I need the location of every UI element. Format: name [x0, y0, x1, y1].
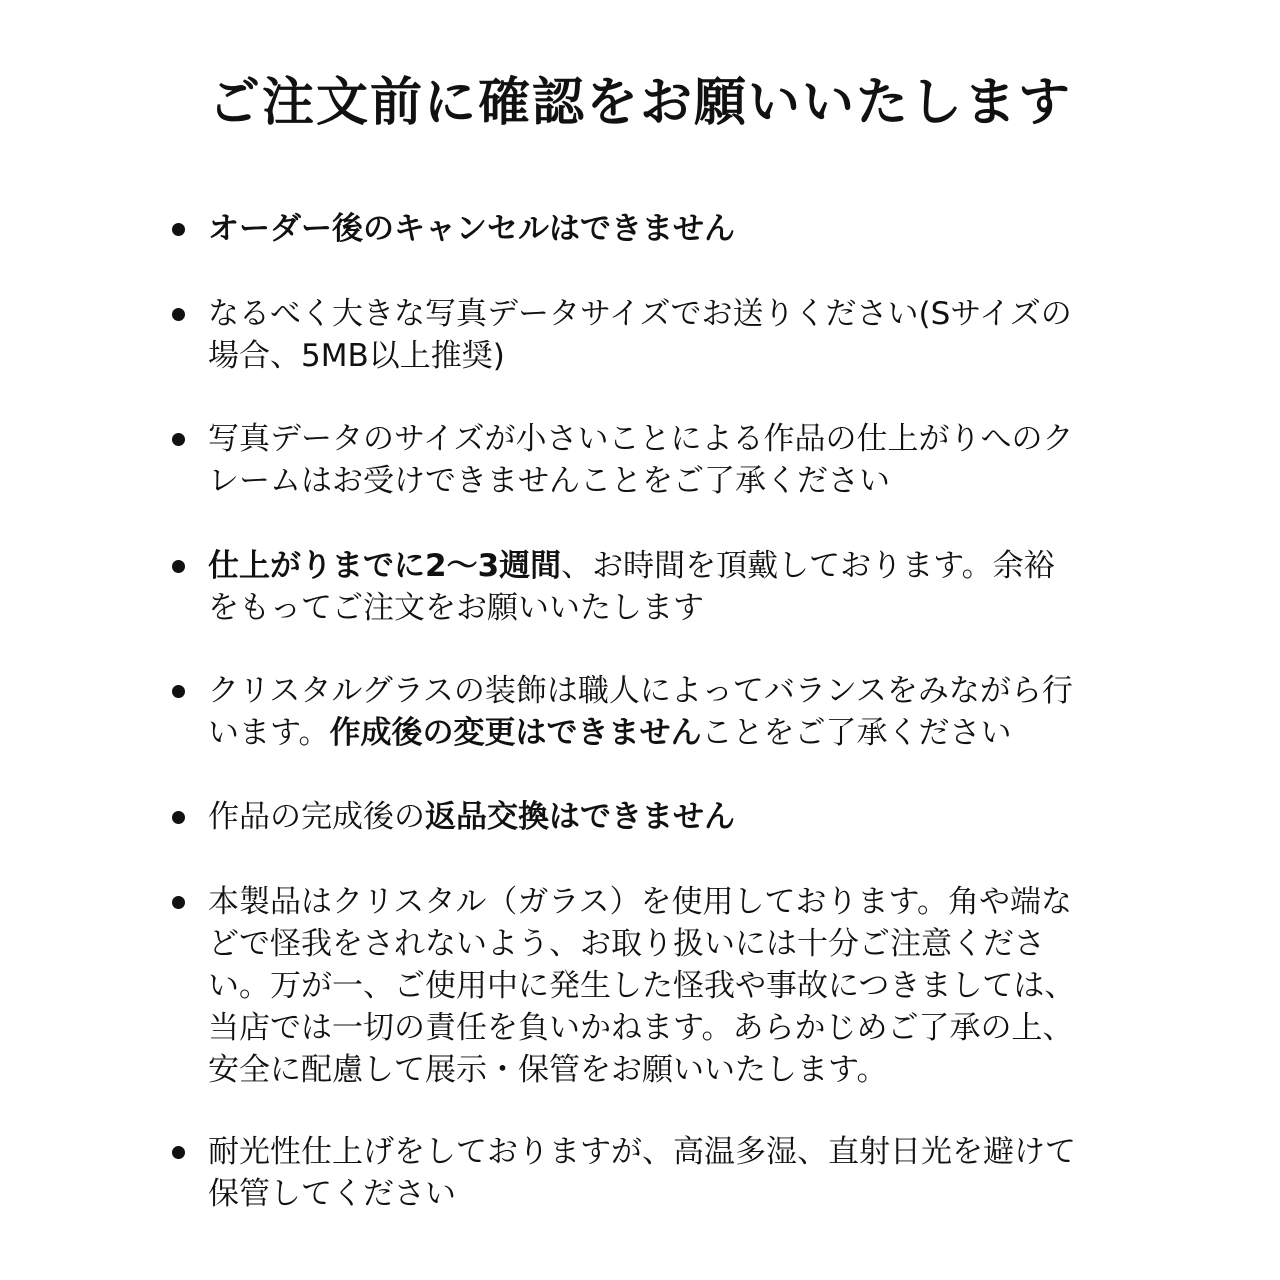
bullet-dot-icon	[172, 223, 185, 236]
bullet-dot-icon	[172, 685, 185, 698]
bullet-dot-icon	[172, 560, 185, 573]
note-text-before: クリスタルグラスの装飾は職人によってバランスをみながら行 います。	[208, 673, 1073, 751]
note-text: 本製品はクリスタル（ガラス）を使用しております。角や端な どで怪我をされないよう、お取り扱いには十分ご注意くださ い。万が一、ご使用中に発生した怪我や事故につきましては、 当店では一切の責任を負いかねます。あらかじめご了承の上、 安全に配慮して展示・保管をお願いいたします。	[208, 884, 1076, 1088]
list-item-no-changes	[172, 670, 1132, 754]
list-item-storage	[172, 1131, 1132, 1215]
bullet-dot-icon	[172, 433, 185, 446]
note-text	[208, 670, 1132, 754]
list-item-photo-size	[172, 293, 1132, 377]
note-text: なるべく大きな写真データサイズでお送りください(Sサイズの 場合、5MB以上推奨)	[208, 296, 1072, 374]
note-text	[208, 545, 1132, 629]
note-emphasis: 仕上がりまでに2〜3週間	[208, 548, 562, 584]
list-item-glass-safety	[172, 881, 1132, 1091]
note-text	[208, 796, 1132, 838]
bullet-dot-icon	[172, 308, 185, 321]
note-emphasis: 返品交換はできません	[425, 799, 735, 835]
list-item-no-complaints	[172, 418, 1132, 502]
page-title: ご注文前に確認をお願いいたします	[207, 72, 1072, 133]
note-text: 写真データのサイズが小さいことによる作品の仕上がりへのク レームはお受けできませんことをご了承ください	[208, 421, 1074, 499]
note-emphasis: 作成後の変更はできません	[329, 715, 702, 751]
list-item-lead-time	[172, 545, 1132, 629]
note-text: 耐光性仕上げをしておりますが、高温多湿、直射日光を避けて 保管してください	[208, 1134, 1076, 1212]
list-item-no-returns	[172, 796, 1132, 838]
bullet-dot-icon	[172, 1146, 185, 1159]
list-item-no-cancel	[172, 208, 1132, 250]
note-text-after: ことをご了承ください	[701, 715, 1012, 751]
bullet-dot-icon	[172, 896, 185, 909]
note-emphasis: オーダー後のキャンセルはできません	[208, 211, 735, 247]
note-text	[208, 208, 1132, 250]
note-text-after: 、お時間を頂戴しております。余裕 をもってご注文をお願いいたします	[208, 548, 1055, 626]
bullet-dot-icon	[172, 811, 185, 824]
note-text-before: 作品の完成後の	[208, 799, 425, 835]
